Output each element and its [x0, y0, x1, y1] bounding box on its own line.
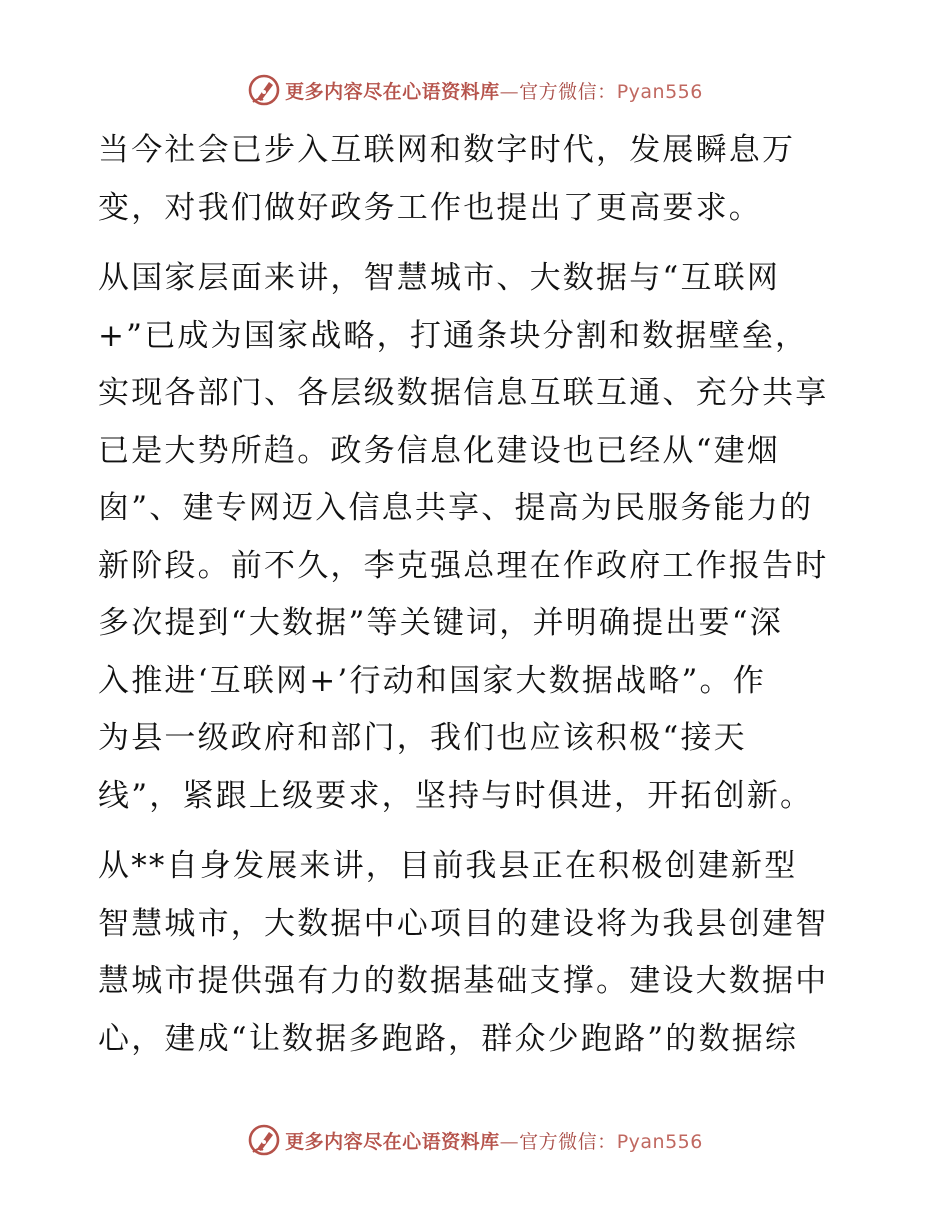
- paragraph-line: 慧城市提供强有力的数据基础支撑。建设大数据中: [98, 963, 829, 999]
- paragraph-2: [98, 250, 858, 825]
- watermark-label: 官方微信：: [519, 1130, 617, 1153]
- paragraph-line: 实现各部门、各层级数据信息互联互通、充分共享: [98, 375, 829, 411]
- paragraph-line: 智慧城市，大数据中心项目的建设将为我县创建智: [98, 905, 829, 942]
- paragraph-line: 已是大势所趋。政务信息化建设也已经从“建烟: [98, 432, 781, 469]
- paragraph-line: 囱”、建专网迈入信息共享、提高为民服务能力的: [98, 490, 814, 526]
- paragraph-line: 多次提到“大数据”等关键词，并明确提出要“深: [98, 605, 783, 641]
- watermark-separator: —: [499, 1130, 520, 1153]
- watermark-text: [285, 77, 703, 104]
- header-watermark: [0, 70, 950, 110]
- paragraph-1: [98, 122, 858, 237]
- watermark-separator: —: [499, 80, 520, 103]
- paragraph-line: 入推进‘互联网+’行动和国家大数据战略”。作: [98, 662, 766, 699]
- watermark-main: 更多内容尽在心语资料库: [285, 1130, 500, 1153]
- paragraph-line: 从**自身发展来讲，目前我县正在积极创建新型: [98, 848, 798, 884]
- paragraph-line: 为县一级政府和部门，我们也应该积极“接天: [98, 720, 747, 756]
- paragraph-line: 当今社会已步入互联网和数字时代，发展瞬息万: [98, 132, 796, 168]
- pen-nib-circle-icon: [247, 73, 281, 107]
- watermark-wechat-id: Pyan556: [616, 80, 703, 103]
- paragraph-line: +”已成为国家战略，打通条块分割和数据壁垒，: [98, 317, 809, 354]
- watermark-text: [285, 1127, 703, 1154]
- paragraph-line: 新阶段。前不久，李克强总理在作政府工作报告时: [98, 547, 829, 584]
- watermark-label: 官方微信：: [519, 80, 617, 103]
- paragraph-line: 从国家层面来讲，智慧城市、大数据与“互联网: [98, 260, 781, 296]
- paragraph-3: [98, 838, 858, 1068]
- paragraph-line: 线”，紧跟上级要求，坚持与时俱进，开拓创新。: [98, 777, 814, 814]
- footer-watermark: [0, 1120, 950, 1160]
- watermark-wechat-id: Pyan556: [616, 1130, 703, 1153]
- pen-nib-circle-icon: [247, 1123, 281, 1157]
- paragraph-line: 变，对我们做好政务工作也提出了更高要求。: [98, 189, 762, 226]
- paragraph-line: 心，建成“让数据多跑路，群众少跑路”的数据综: [98, 1020, 799, 1057]
- watermark-main: 更多内容尽在心语资料库: [285, 80, 500, 103]
- document-body: [98, 122, 858, 1068]
